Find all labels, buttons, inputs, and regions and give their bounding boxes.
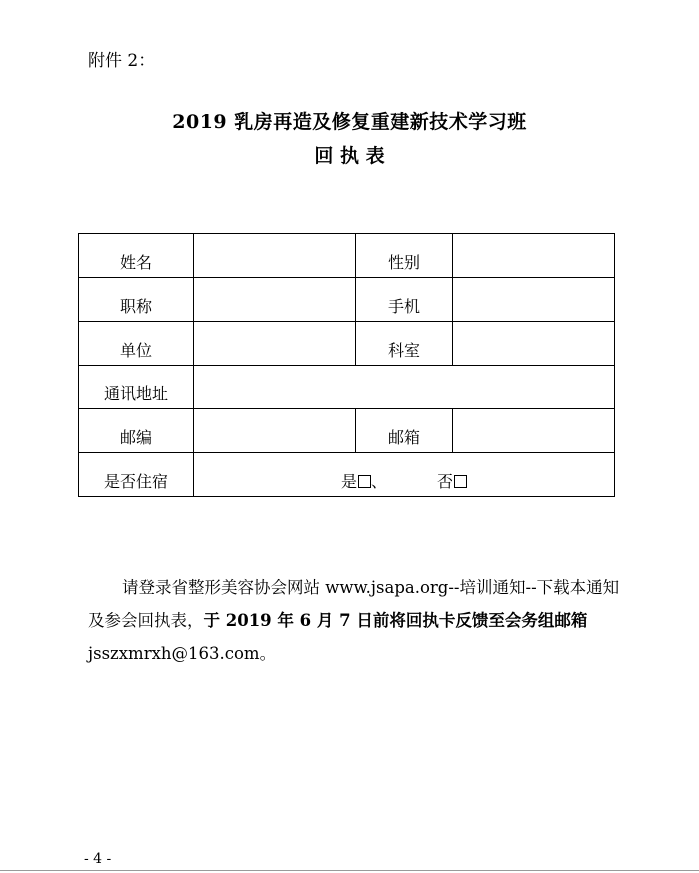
form-row-name	[79, 234, 615, 278]
lodging-yes-checkbox[interactable]	[358, 475, 371, 488]
page-number: - 4 -	[84, 851, 112, 867]
phone-label: 手机	[356, 278, 453, 322]
form-row-unit	[79, 322, 615, 366]
lodging-yes-label: 是	[340, 472, 357, 491]
document-title: 2019 乳房再造及修复重建新技术学习班	[172, 111, 527, 133]
gender-label: 性别	[356, 234, 453, 278]
address-label: 通讯地址	[79, 366, 194, 409]
unit-label: 单位	[79, 322, 194, 366]
separator-comma: 、	[370, 472, 387, 491]
form-row-lodging	[79, 453, 615, 497]
receipt-form-table	[78, 233, 615, 497]
email-field[interactable]	[453, 409, 615, 453]
department-label: 科室	[356, 322, 453, 366]
lodging-no-checkbox[interactable]	[454, 475, 467, 488]
form-row-address	[79, 366, 615, 409]
attachment-label: 附件 2：	[88, 51, 156, 71]
document-subtitle: 回 执 表	[314, 145, 385, 167]
name-label: 姓名	[79, 234, 194, 278]
lodging-choice	[194, 453, 615, 497]
unit-field[interactable]	[194, 322, 356, 366]
notice-text-regular: 请登录省整形美容协会网站 www.jsapa.org--培训通知--下载本通知及参会回执表，	[88, 578, 620, 630]
notice-email: jsszxmrxh@163.com。	[88, 644, 277, 663]
notice-paragraph	[88, 571, 622, 670]
name-field[interactable]	[194, 234, 356, 278]
form-row-title	[79, 278, 615, 322]
phone-field[interactable]	[453, 278, 615, 322]
postcode-label: 邮编	[79, 409, 194, 453]
gender-field[interactable]	[453, 234, 615, 278]
footer-divider	[0, 870, 699, 871]
postcode-field[interactable]	[194, 409, 356, 453]
job-title-field[interactable]	[194, 278, 356, 322]
job-title-label: 职称	[79, 278, 194, 322]
email-label: 邮箱	[356, 409, 453, 453]
department-field[interactable]	[453, 322, 615, 366]
lodging-no-label: 否	[437, 472, 454, 491]
lodging-label: 是否住宿	[79, 453, 194, 497]
form-row-postcode	[79, 409, 615, 453]
notice-text-bold: 于 2019 年 6 月 7 日前将回执卡反馈至会务组邮箱	[203, 611, 588, 630]
address-field[interactable]	[194, 366, 615, 409]
